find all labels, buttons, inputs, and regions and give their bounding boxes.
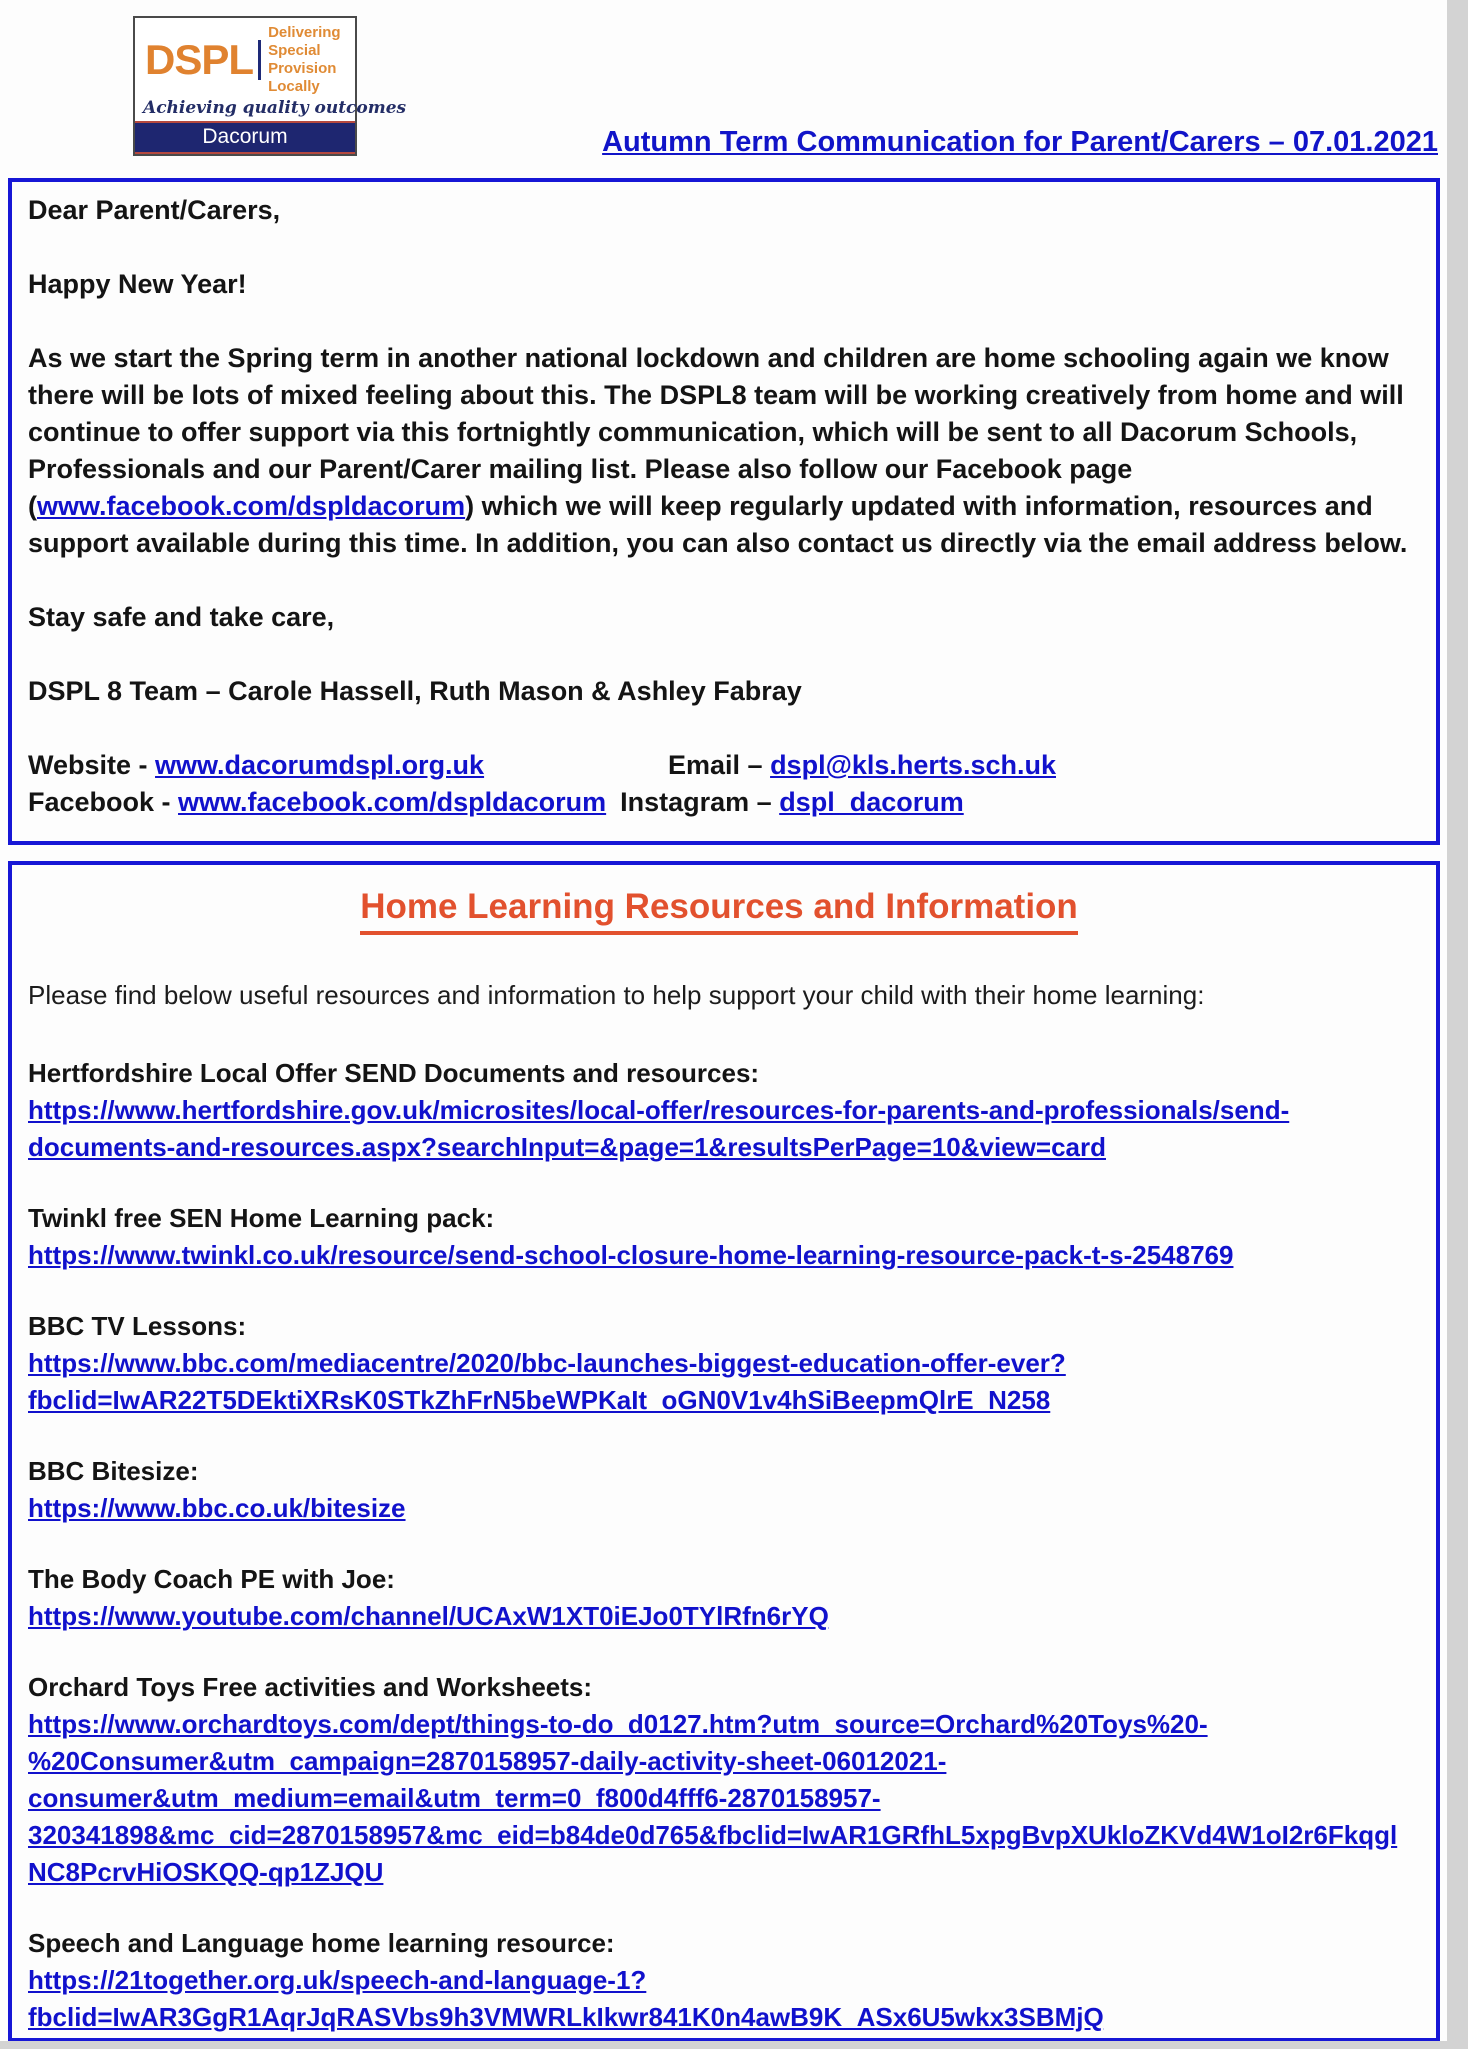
resource-label: The Body Coach PE with Joe:	[28, 1564, 395, 1594]
logo-top-row	[135, 18, 355, 98]
page-title: Autumn Term Communication for Parent/Carers – 07.01.2021	[602, 126, 1438, 158]
website-pair	[28, 747, 668, 784]
signoff: Stay safe and take care,	[28, 602, 335, 632]
resource-label: Orchard Toys Free activities and Worksheets:	[28, 1672, 593, 1702]
instagram-link[interactable]: dspl_dacorum	[779, 787, 964, 817]
logo-tagline	[268, 24, 347, 96]
resource-item-twinkl	[28, 1200, 1410, 1274]
salutation: Dear Parent/Carers,	[28, 195, 281, 225]
logo-tagline-line1: Delivering Special	[268, 24, 341, 59]
resource-label: Hertfordshire Local Offer SEND Documents and resources:	[28, 1058, 760, 1088]
logo-divider-bar	[258, 40, 261, 80]
dspl-logo	[133, 16, 407, 156]
email-label: Email –	[668, 750, 771, 780]
contact-row-2	[28, 784, 1412, 821]
resources-box	[8, 861, 1440, 2042]
resource-item-body-coach	[28, 1561, 1410, 1635]
facebook-label: Facebook -	[28, 787, 179, 817]
instagram-label: Instagram –	[620, 787, 780, 817]
resource-link[interactable]: https://www.hertfordshire.gov.uk/microsites/local-offer/resources-for-parents-and-professionals/send-documents-and-resources.aspx?searchInput=&page=1&resultsPerPage=10&view=card	[28, 1095, 1290, 1162]
letter-body	[28, 340, 1412, 562]
resource-item-bbc-bitesize	[28, 1453, 1410, 1527]
resource-link[interactable]: https://www.bbc.co.uk/bitesize	[28, 1493, 406, 1523]
letter-body-before: As we start the Spring term in another national lockdown and children are home schooling again we know there will be lots of mixed feeling about this. The DSPL8 team will be working creatively from home and will continue to offer support via this fortnightly communication, which will be sent to all Dacorum Schools, Professionals and our Parent/Carer mailing list. Please also follow our Facebook page (	[28, 343, 1404, 521]
resource-label: Twinkl free SEN Home Learning pack:	[28, 1203, 495, 1233]
letter-box	[8, 178, 1440, 845]
resource-link[interactable]: https://www.youtube.com/channel/UCAxW1XT0iEJo0TYlRfn6rYQ	[28, 1601, 829, 1631]
resource-item-hertfordshire	[28, 1055, 1410, 1166]
resource-label: BBC TV Lessons:	[28, 1311, 247, 1341]
resource-item-orchard-toys	[28, 1669, 1410, 1891]
website-link[interactable]: www.dacorumdspl.org.uk	[155, 750, 485, 780]
facebook-link[interactable]: www.facebook.com/dspldacorum	[178, 787, 607, 817]
viewer-right-gutter	[1447, 0, 1468, 2049]
resources-intro: Please find below useful resources and information to help support your child with their home learning:	[28, 980, 1205, 1010]
resource-item-bbc-tv	[28, 1308, 1410, 1419]
resources-heading-wrap	[28, 885, 1410, 935]
viewer-bottom-gutter	[0, 2041, 1468, 2049]
resource-link[interactable]: https://21together.org.uk/speech-and-language-1?fbclid=IwAR3GgR1AqrJqRASVbs9h3VMWRLkIkwr841K0n4awB9K_ASx6U5wkx3SBMjQ	[28, 1965, 1104, 2032]
website-label: Website -	[28, 750, 156, 780]
logo-region-band: Dacorum	[135, 121, 355, 154]
resources-heading: Home Learning Resources and Information	[360, 885, 1078, 935]
logo-motto: Achieving quality outcomes	[143, 98, 407, 118]
resource-label: BBC Bitesize:	[28, 1456, 199, 1486]
letter-body-after: ) which we will keep regularly updated with information, resources and support available during this time. In addition, you can also contact us directly via the email address below.	[28, 491, 1408, 558]
team-signature: DSPL 8 Team – Carole Hassell, Ruth Mason & Ashley Fabray	[28, 676, 802, 706]
resource-item-speech-language	[28, 1925, 1410, 2036]
contact-row-1	[28, 747, 1412, 784]
resource-link[interactable]: https://www.twinkl.co.uk/resource/send-school-closure-home-learning-resource-pack-t-s-2548769	[28, 1240, 1234, 1270]
resource-label: Speech and Language home learning resource:	[28, 1928, 615, 1958]
facebook-inline-link[interactable]: www.facebook.com/dspldacorum	[37, 491, 466, 521]
email-link[interactable]: dspl@kls.herts.sch.uk	[770, 750, 1056, 780]
resource-link[interactable]: https://www.bbc.com/mediacentre/2020/bbc-launches-biggest-education-offer-ever?fbclid=IwAR22T5DEktiXRsK0STkZhFrN5beWPKaIt_oGN0V1v4hSiBeepmQlrE_N258	[28, 1348, 1066, 1415]
resource-link[interactable]: https://www.orchardtoys.com/dept/things-to-do_d0127.htm?utm_source=Orchard%20Toys%20-%20Consumer&utm_campaign=2870158957-daily-activity-sheet-06012021-consumer&utm_medium=email&utm_term=0_f800d4fff6-2870158957-320341898&mc_cid=2870158957&mc_eid=b84de0d765&fbclid=IwAR1GRfhL5xpgBvpXUkloZKVd4W1oI2r6FkqglNC8PcrvHiOSKQQ-qp1ZJQU	[28, 1709, 1398, 1887]
logo-acronym: DSPL	[145, 36, 254, 83]
logo-tagline-line2: Provision Locally	[268, 60, 337, 95]
greeting: Happy New Year!	[28, 269, 247, 299]
